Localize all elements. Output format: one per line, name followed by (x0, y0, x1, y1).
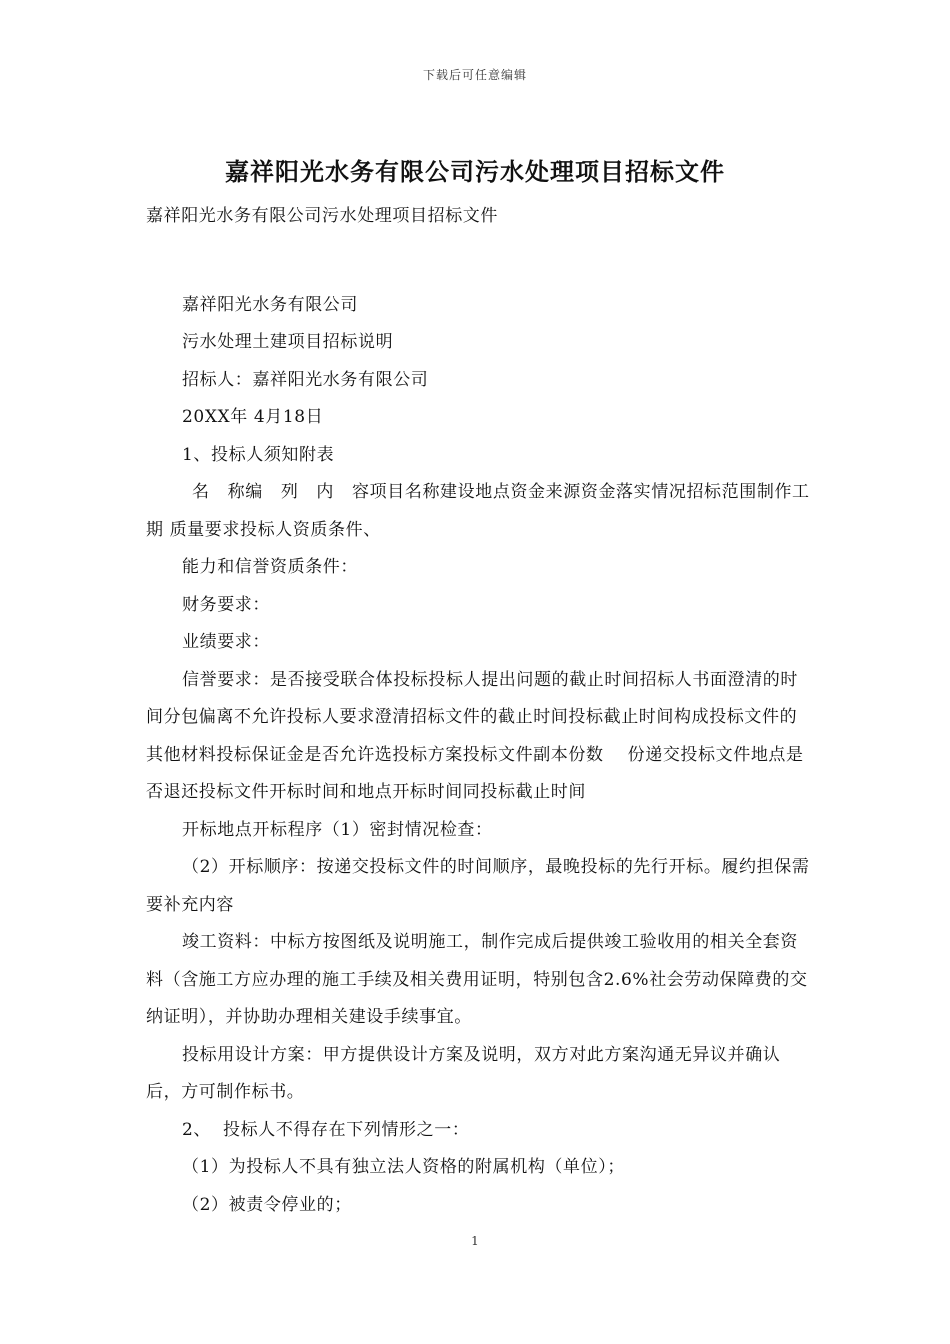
paragraph: 名 称编 列 内 容项目名称建设地点资金来源资金落实情况招标范围制作工期 质量要求投标人资质条件、 (146, 482, 810, 540)
paragraph: 20XX年 4月18日 (182, 407, 324, 427)
page-header-note: 下载后可任意编辑 (422, 68, 527, 82)
paragraph: 招标人：嘉祥阳光水务有限公司 (182, 369, 429, 390)
paragraph: 投标用设计方案：甲方提供设计方案及说明，双方对此方案沟通无异议并确认后，方可制作标书。 (146, 1044, 781, 1102)
document-title: 嘉祥阳光水务有限公司污水处理项目招标文件 (225, 157, 725, 186)
spacer (146, 236, 811, 287)
paragraph: 信誉要求：是否接受联合体投标投标人提出问题的截止时间招标人书面澄清的时间分包偏离不允许投标人要求澄清招标文件的截止时间投标截止时间构成投标文件的其他材料投标保证金是否允许选投标方案投标文件副本份数 份递交投标文件地点是否退还投标文件开标时间和地点开标时间同投标截止时间 (146, 669, 804, 802)
paragraph: 2、 投标人不得存在下列情形之一： (182, 1119, 470, 1140)
paragraph: （1）为投标人不具有独立法人资格的附属机构（单位）； (182, 1157, 625, 1177)
paragraph: 开标地点开标程序（1）密封情况检查： (182, 819, 493, 840)
subtitle: 嘉祥阳光水务有限公司污水处理项目招标文件 (146, 206, 498, 226)
paragraph: 嘉祥阳光水务有限公司 (182, 294, 358, 315)
paragraph: 竣工资料：中标方按图纸及说明施工，制作完成后提供竣工验收用的相关全套资料（含施工方应办理的施工手续及相关费用证明，特别包含2.6%社会劳动保障费的交纳证明），并协助办理相关建设手续事宜。 (146, 932, 808, 1027)
paragraph: 污水处理土建项目招标说明 (182, 332, 394, 352)
paragraph: （2）被责令停业的； (182, 1194, 352, 1215)
paragraph: 财务要求： (182, 594, 270, 615)
document-body (146, 198, 811, 1224)
page-number: 1 (471, 1234, 479, 1248)
paragraph: （2）开标顺序：按递交投标文件的时间顺序，最晚投标的先行开标。履约担保需要补充内容 (146, 857, 810, 915)
paragraph: 1、投标人须知附表 (182, 444, 335, 465)
paragraph: 业绩要求： (182, 632, 270, 652)
paragraph: 能力和信誉资质条件： (182, 557, 358, 577)
